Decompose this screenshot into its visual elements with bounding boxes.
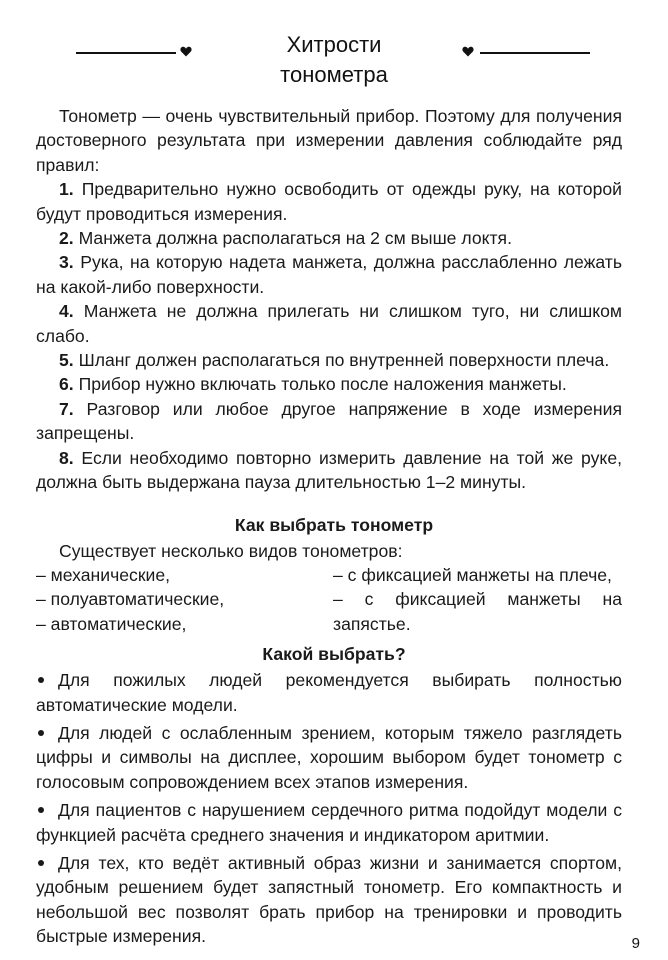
title-line-2: тонометра <box>280 62 388 87</box>
types-intro: Существует несколько видов тонометров: <box>59 540 403 561</box>
bullet-icon <box>38 807 44 813</box>
rule-number: 2. <box>59 228 74 249</box>
page-number: 9 <box>631 935 640 952</box>
rule-item <box>36 446 622 495</box>
type-item: – с фиксацией манжеты на плече, <box>333 564 612 585</box>
type-item: – механические, <box>36 564 171 585</box>
title-block <box>0 30 668 100</box>
title-line-1: Хитрости <box>286 32 382 57</box>
rule-text: Рука, на которую надета манжета, должна расслабленно лежать на какой-либо поверхности. <box>36 252 622 297</box>
rule-item <box>36 226 622 250</box>
intro-paragraph: Тонометр — очень чувствительный прибор. Поэтому для получения достоверного результата при измерении давления соблюдайте ряд правил: <box>36 106 622 175</box>
rule-number: 6. <box>59 374 74 395</box>
ornament-left <box>76 46 200 58</box>
rule-number: 7. <box>59 398 74 419</box>
page-title <box>184 30 484 90</box>
heart-icon <box>462 46 474 57</box>
rule-item <box>36 299 622 348</box>
type-item: – с фиксацией манжеты на запястье. <box>333 589 622 634</box>
type-item: – полуавтоматические, <box>36 589 225 610</box>
rule-number: 1. <box>59 179 74 200</box>
section-heading-which: Какой выбрать? <box>262 644 406 665</box>
list-item <box>36 721 622 794</box>
rule-number: 3. <box>59 252 74 273</box>
rule-text: Если необходимо повторно измерить давление на той же руке, должна быть выдержана пауза длительностью 1–2 минуты. <box>36 447 622 493</box>
rule-text: Манжета не должна прилегать ни слишком туго, ни слишком слабо. <box>36 301 622 346</box>
rule-text: Манжета должна располагаться на 2 см выше локтя. <box>78 228 512 249</box>
bullet-icon <box>38 860 44 866</box>
ornament-line <box>480 52 590 54</box>
list-item-text: Для людей с ослабленным зрением, которым тяжело разглядеть цифры и символы на дисплее, хорошим выбором будет тонометр с голосовым сопровождением всех этапов измерения. <box>36 722 622 792</box>
bullet-icon <box>38 730 44 736</box>
rule-item <box>36 177 622 226</box>
rule-number: 4. <box>59 301 74 322</box>
types-column-left <box>36 563 325 636</box>
section-heading-choose: Как выбрать тонометр <box>234 514 434 535</box>
list-item <box>36 798 622 847</box>
rule-item <box>36 372 622 396</box>
list-item <box>36 668 622 717</box>
list-item-text: Для пожилых людей рекомендуется выбирать полностью автоматические модели. <box>36 670 622 715</box>
rule-number: 5. <box>59 350 74 371</box>
rule-text: Прибор нужно включать только после наложения манжеты. <box>78 374 567 395</box>
rule-text: Предварительно нужно освободить от одежды руку, на которой будут проводиться измерения. <box>36 179 622 224</box>
rule-item <box>36 348 622 372</box>
ornament-line <box>76 52 176 54</box>
list-item <box>36 851 622 949</box>
rule-number: 8. <box>59 447 74 468</box>
list-item-text: Для пациентов с нарушением сердечного ритма подойдут модели с функцией расчёта среднего значения и индикатором аритмии. <box>36 800 622 845</box>
types-list <box>36 563 622 636</box>
rule-item <box>36 397 622 446</box>
rule-text: Разговор или любое другое напряжение в ходе измерения запрещены. <box>36 398 622 444</box>
types-column-right <box>325 563 622 636</box>
type-item: – автоматические, <box>36 613 187 634</box>
bullet-icon <box>38 677 44 683</box>
list-item-text: Для тех, кто ведёт активный образ жизни и занимается спортом, удобным решением будет запястный тонометр. Его компактность и небольшой вес позволят брать прибор на тренировки и проводить быстрые измерения. <box>36 852 622 947</box>
rule-item <box>36 250 622 299</box>
body-text <box>36 104 622 953</box>
ornament-right <box>462 46 592 58</box>
recommendation-list <box>36 668 622 948</box>
rule-text: Шланг должен располагаться по внутренней поверхности плеча. <box>78 350 610 371</box>
